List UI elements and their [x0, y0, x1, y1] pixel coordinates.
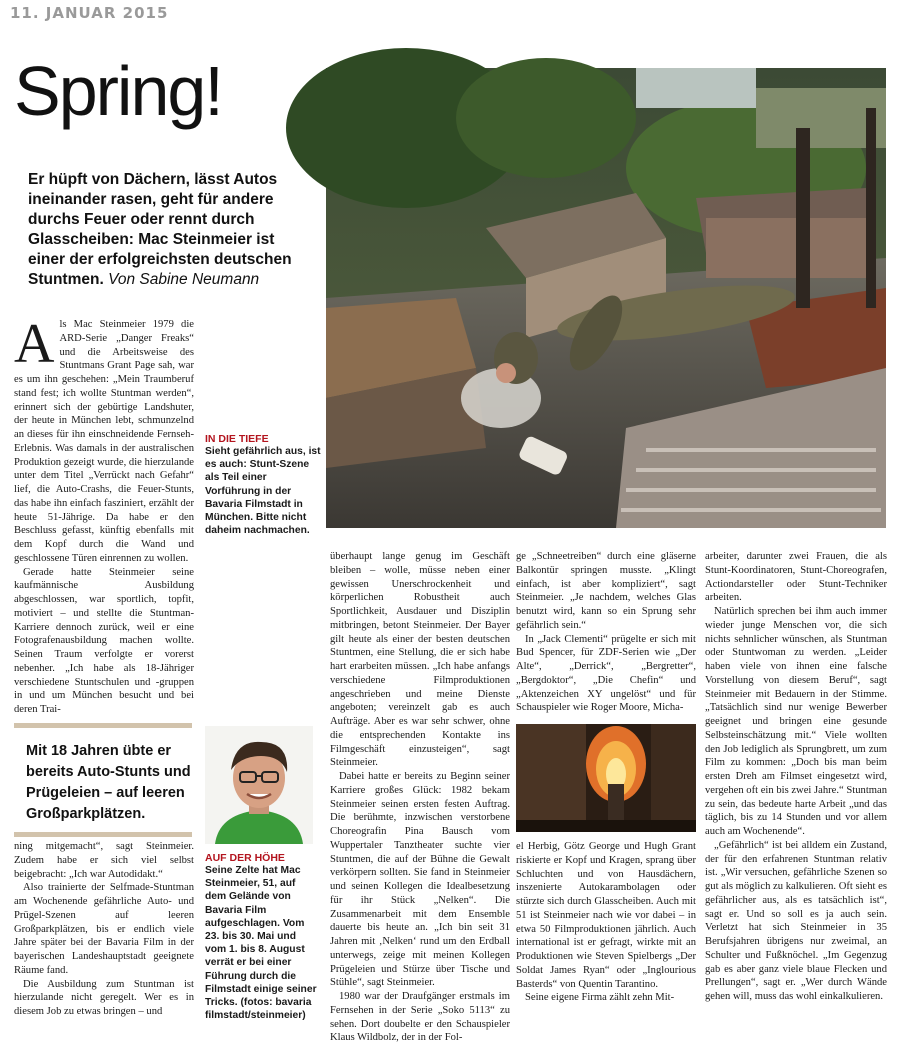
paragraph: ge „Schneetreiben“ durch eine gläserne Balkontür springen musste. „Klingt einfach, ist aber kompliziert“, sagt Steinmeier. „Je nachdem, welches Glas benutzt wird, kann so ein Sprung sehr gefährlich sein.“	[516, 551, 696, 631]
paragraph: Also trainierte der Selfmade-Stuntman am Wochenende gefährliche Auto- und Prügel-Szenen auf leeren Großparkplätzen, bis er endlich viele Jahre später bei der Bavaria Film in der bayerischen Landeshauptstadt geeignete Räume fand.	[14, 882, 194, 976]
article-column-4	[705, 550, 887, 1004]
portrait-caption-kicker: AUF DER HÖHE	[205, 852, 285, 864]
paragraph: Seine eigene Firma zählt zehn Mit-	[525, 992, 675, 1004]
author-byline: Von Sabine Neumann	[108, 271, 260, 288]
paragraph: überhaupt lange genug im Geschäft bleiben – wolle, müsse neben einer gewissen Unerschrockenheit und körperlichen Robustheit auch Sportlichkeit, Ausdauer und Disziplin mitbringen, betont Steinmeier. Der Bayer gilt heute als einer der besten deutschen Stuntmen, eine Stellung, die er sich habe hart erarbeiten müssen. „Ich habe anfangs verschiedene Filmproduktionen angeschrieben und meine Dienste angeboten; vereinzelt gab es auch Aufträge. Aber es war sehr schwer, ohne die entsprechenden Kontakte ins Filmgeschäft einzusteigen“, sagt Steinmeier.	[330, 551, 510, 769]
main-photo-caption	[205, 433, 323, 537]
paragraph: In „Jack Clementi“ prügelte er sich mit Bud Spencer, für ZDF-Serien wie „Der Alte“, „Derrick“, „Bergretter“, „Bergdoktor“, „Die Chefin“ und „Aktenzeichen XY ungelöst“ und für Schauspieler wie Roger Moore, Micha-	[516, 633, 696, 714]
headline: Spring!	[14, 52, 222, 130]
article-column-3-bottom	[516, 840, 696, 1005]
paragraph: Gerade hatte Steinmeier seine kaufmännische Ausbildung abgeschlossen, war sportlich, topfit, motiviert – und stellte die Stuntman-Karriere dennoch zurück, weil er eine Fotografenausbildung machen wollte. Seinen Traum verfolgte er vorerst nebenher. „Ich habe als 18-Jähriger verschiedene Stuntschulen und -gruppen in und um München besucht und bei deren Trai-	[14, 566, 194, 715]
dateline: 11. JANUAR 2015	[10, 4, 169, 22]
portrait-caption	[205, 852, 317, 1022]
article-column-2	[330, 550, 510, 1045]
caption-kicker: IN DIE TIEFE	[205, 433, 269, 445]
deck	[28, 170, 314, 290]
paragraph: Als Mac Steinmeier 1979 die ARD-Serie „Danger Freaks“ und die Arbeitsweise des Stuntmans Grant Page sah, war es um ihn geschehen: „Mein Traumberuf stand fest; ich wollte Stuntman werden“, erinnert sich der gebürtige Landshuter, der heute in München lebt, schmunzelnd an dieses für ihn einschneidende Fernseh-Erlebnis. Was damals in der australischen Produktion gezeigt wurde, die hierzulande unter dem Titel „Verrückt nach Gefahr“ lief, die Auto-Crashs, die Feuer-Stunts, das habe ihn einfach fasziniert, erzählt der heute 51-Jährige. Da habe er den Beschluss gefasst, künftig ebenfalls mit dem Kopf durch die Wand und geschlossene Türen einrennen zu wollen.	[14, 313, 194, 564]
caption-text: Sieht gefährlich aus, ist es auch: Stunt-Szene als Teil einer Vorführung in der Bavaria Filmstadt in München. Bitte nicht daheim nachmachen.	[205, 446, 321, 537]
paragraph: Die Ausbildung zum Stuntman ist hierzulande nicht geregelt. Wer es in diesem Job zu etwas bringen – und	[14, 978, 194, 1017]
fire-stunt-photo	[516, 724, 696, 832]
drop-cap: A	[14, 313, 55, 375]
paragraph: Natürlich sprechen bei ihm auch immer wieder junge Menschen vor, die sich nichts sehnlicher wünschen, als Stuntman oder Stuntwoman zu werden. „Leider haben viele von ihnen eine falsche Vorstellung von diesem Beruf“, sagt Steinmeier mit Bedauern in der Stimme. „Tatsächlich sind nur wenige Bewerber geeignet und bringen eine gesunde Selbsteinschätzung mit.“ Viele wollten den Job lediglich als Sprungbrett, um zum Film zu kommen: „Doch bis man beim ersten Dreh am Filmset eingesetzt wird, vergehen oft ein bis zwei Jahre.“ Stuntman zu sein, das bedeute harte Arbeit „und das täglich, bis zu 14 Stunden und vor allem auch am Wochenende“.	[705, 606, 887, 837]
paragraph: Dabei hatte er bereits zu Beginn seiner Karriere großes Glück: 1982 bekam Steinmeier seinen ersten festen Auftrag. Die berühmte, inzwischen verstorbene Choreografin Pina Bausch vom Wuppertaler Tanztheater suchte vier Stuntmen, die auf der Bühne die Gewalt verkörpern sollten. Sie fand in Steinmeier und seinen Kollegen die Idealbesetzung für ihr Stück „Nelken“. Die Zusammenarbeit mit dem Ensemble dauerte bis heute an. „Ich bin seit 31 Jahren mit ‚Nelken‘ rund um den Erdball unterwegs, zeige mit meinen Kollegen Prügeleien und Stürze über Tische und Stühle“, sagt Steinmeier.	[330, 771, 510, 989]
article-column-1-bottom	[14, 840, 194, 1019]
paragraph: ning mitgemacht“, sagt Steinmeier. Zudem habe er sich viel selbst beigebracht: „Ich war Autodidakt.“	[14, 841, 194, 880]
quote-rule-top	[14, 723, 192, 728]
article-column-1-top	[14, 313, 194, 717]
portrait-caption-text: Seine Zelte hat Mac Steinmeier, 51, auf dem Gelände von Bavaria Film aufgeschlagen. Vom 23. bis 30. Mai und vom 1. bis 8. August verrät er bei einer Führung durch die Filmstadt einige seiner Tricks. (fotos: bavaria filmstadt/steinmeier)	[205, 865, 317, 1022]
paragraph: „Gefährlich“ ist bei alldem ein Zustand, der für den erfahrenen Stuntman relativ ist. „Wir versuchen, gefährliche Szenen so gut als möglich zu kalkulieren. Oft sieht es gefährlicher aus, als es tatsächlich ist“, sagt er. Und so soll es ja auch sein. Verletzt hat sich Steinmeier in 35 Berufsjahren übrigens nur zweimal, an Schulter und Fußknöchel. „Im Gegenzug gab es aber ganz viele blaue Flecken und Prellungen“, sagt er. „Wer durch Wände gehen will, muss das wohl einkalkulieren.	[705, 839, 887, 1002]
paragraph: arbeiter, darunter zwei Frauen, die als Stunt-Koordinatoren, Stunt-Choreografen, Actiondarsteller oder Stunt-Techniker arbeiten.	[705, 551, 887, 604]
deck-text: Er hüpft von Dächern, lässt Autos ineinander rasen, geht für andere durchs Feuer oder rennt durch Glasscheiben: Mac Steinmeier ist einer der erfolgreichsten deutschen Stuntmen.	[28, 171, 292, 288]
paragraph: el Herbig, Götz George und Hugh Grant riskierte er Kopf und Kragen, sprang über Schluchten und von Hausdächern, inszenierte Autokarambolagen oder stürzte sich durch Glasscheiben. Auch mit 51 ist Steinmeier nach wie vor dabei – in etwa 50 Filmproduktionen jährlich. Auch international ist er gefragt, wirkte mit an Produktionen wie Steven Spielbergs „Der Soldat James Ryan“ oder „Inglourious Basterds“ von Quentin Tarantino.	[516, 841, 696, 990]
quote-rule-bottom	[14, 832, 192, 837]
article-column-3-top	[516, 550, 696, 715]
pull-quote: Mit 18 Jahren übte er bereits Auto-Stunts und Prügeleien – auf leeren Großparkplätzen.	[26, 743, 191, 822]
paragraph: 1980 war der Draufgänger erstmals im Fernsehen in der Serie „Soko 5113“ zu sehen. Dort doubelte er den Schauspieler Klaus Wildbolz, der in der Fol-	[330, 991, 510, 1044]
main-photo-stunt-jump	[326, 68, 886, 528]
portrait-photo-steinmeier	[205, 726, 313, 844]
